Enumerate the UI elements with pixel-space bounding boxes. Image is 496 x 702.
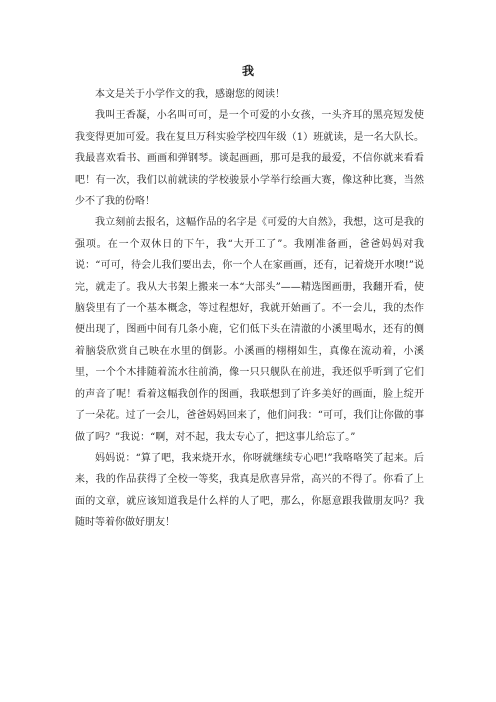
body-paragraph: 我叫王香凝，小名叫可可，是一个可爱的小女孩，一头齐耳的黑亮短发使我变得更加可爱。我在复旦万科实验学校四年级（1）班就读，是一名大队长。我最喜欢看书、画画和弹钢琴。谈起画画，那可是我的最爱，不信你就来看看吧！有一次，我们以前就读的学校骏景小学举行绘画大赛，像这种比赛，当然少不了我的份咯！ — [75, 110, 424, 208]
intro-paragraph: 本文是关于小学作文的我，感谢您的阅读！ — [95, 89, 285, 100]
document-title: 我 — [241, 64, 254, 78]
document-body — [75, 84, 424, 534]
body-paragraph: 妈妈说：“算了吧，我来烧开水，你呀就继续专心吧!”我咯咯笑了起来。后来，我的作品获得了全校一等奖，我真是欣喜异常，高兴的不得了。你看了上面的文章，就应该知道我是什么样的人了吧，那么，你愿意跟我做朋友吗？我随时等着你做好朋友！ — [75, 452, 424, 529]
body-paragraph: 我立刻前去报名，这幅作品的名字是《可爱的大自然》，我想，这可是我的强项。在一个双休日的下午，我“大开工了”。我刚准备画，爸爸妈妈对我说：“可可，待会儿我们要出去，你一个人在家画画，还有，记着烧开水噢!”说完，就走了。我从大书架上搬来一本“大部头”——精选图画册，我翻开看，使脑袋里有了一个基本概念，等过程想好，我就开始画了。不一会儿，我的杰作便出现了，图画中间有几条小鹿，它们低下头在清澈的小溪里喝水，还有的侧着脑袋欣赏自己映在水里的倒影。小溪画的栩栩如生，真像在流动着，小溪里，一个个木排随着流水往前淌，像一只只舰队在前进，我还似乎听到了它们的声音了呢！看着这幅我创作的图画，我联想到了许多美好的画面，脸上绽开了一朵花。过了一会儿，爸爸妈妈回来了，他们问我：“可可，我们让你做的事做了吗？”我说：“啊，对不起，我太专心了，把这事儿给忘了。” — [75, 217, 424, 443]
